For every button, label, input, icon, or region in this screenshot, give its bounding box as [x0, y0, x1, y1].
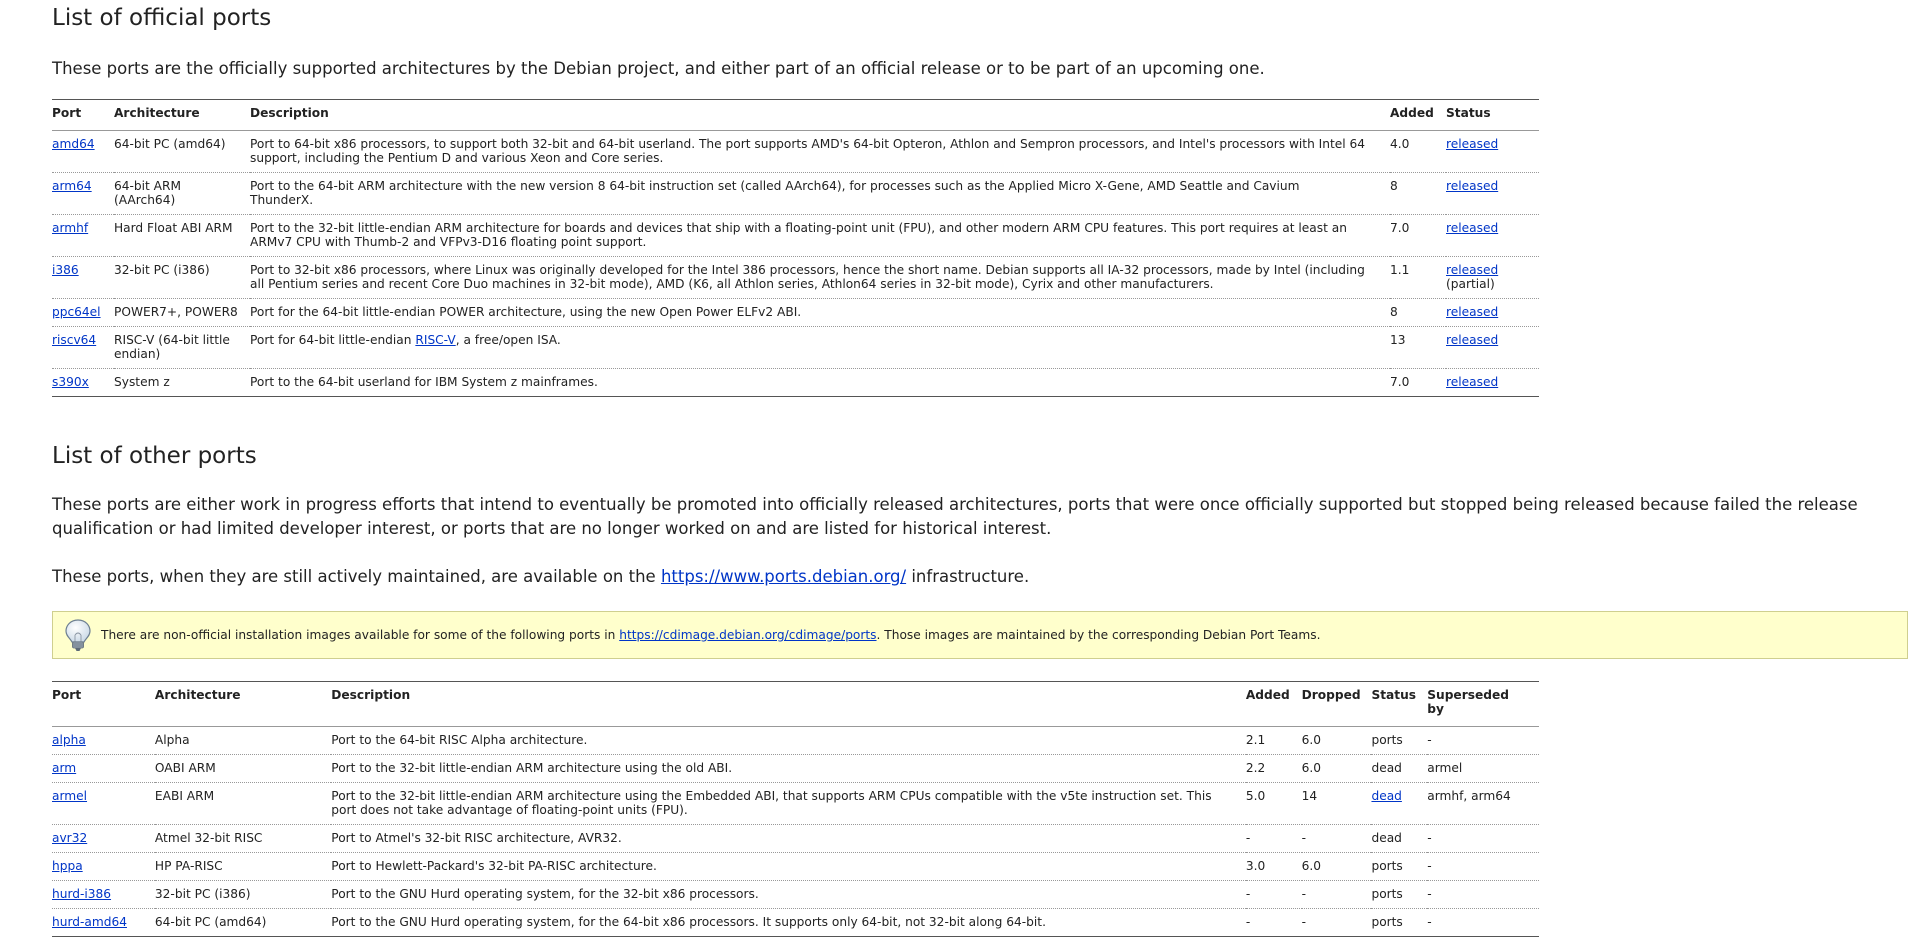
description-cell: Port to Hewlett-Packard's 32-bit PA-RISC architecture. [331, 853, 1246, 881]
description-cell: Port to Atmel's 32-bit RISC architecture, AVR32. [331, 825, 1246, 853]
description-cell: Port to the 64-bit RISC Alpha architecture. [331, 727, 1246, 755]
added-cell: 7.0 [1390, 375, 1410, 389]
architecture-cell: Hard Float ABI ARM [114, 215, 250, 257]
table-row [52, 299, 1539, 327]
port-link-amd64[interactable]: amd64 [52, 137, 95, 151]
port-link-armel[interactable]: armel [52, 789, 88, 803]
superseded-cell: - [1427, 853, 1539, 881]
ports-debian-link[interactable]: https://www.ports.debian.org/ [660, 567, 907, 586]
dropped-cell: - [1301, 915, 1307, 929]
description-cell: Port to the 64-bit ARM architecture with the new version 8 64-bit instruction set (called AArch64), for processes such as the Applied Micro X-Gene, AMD Seattle and Cavium ThunderX. [250, 173, 1390, 215]
column-header-architecture: Architecture [155, 682, 331, 727]
status-cell: ports [1371, 727, 1427, 755]
cdimage-ports-link[interactable]: https://cdimage.debian.org/cdimage/ports [619, 628, 877, 642]
column-header-description: Description [331, 682, 1246, 727]
architecture-cell: 32-bit PC (i386) [155, 881, 331, 909]
column-header-port: Port [52, 100, 114, 131]
added-cell: 2.1 [1246, 727, 1302, 755]
official-ports-table [52, 99, 1539, 397]
architecture-cell: POWER7+, POWER8 [114, 299, 250, 327]
architecture-cell: 64-bit PC (amd64) [154, 915, 267, 929]
description-cell: Port to 64-bit x86 processors, to support both 32-bit and 64-bit userland. The port supports AMD's 64-bit Opteron, Athlon and Sempron processors, and Intel's processors with Intel 64 support, including the Pentium D and various Xeon and Core series. [250, 131, 1390, 173]
description-cell: Port to the 64-bit userland for IBM System z mainframes. [250, 375, 598, 389]
column-header-dropped: Dropped [1302, 682, 1372, 727]
architecture-cell: Alpha [155, 727, 331, 755]
architecture-cell: 64-bit ARM (AArch64) [114, 173, 250, 215]
table-row [52, 215, 1539, 257]
port-link-s390x[interactable]: s390x [52, 375, 89, 389]
status-link[interactable]: released [1446, 333, 1499, 347]
port-link-hurd-i386[interactable]: hurd-i386 [52, 887, 112, 901]
port-link-arm64[interactable]: arm64 [52, 179, 92, 193]
column-header-status: Status [1371, 682, 1427, 727]
description-cell: Port to the 32-bit little-endian ARM architecture using the old ABI. [331, 755, 1246, 783]
port-link-i386[interactable]: i386 [52, 263, 79, 277]
added-cell: - [1246, 825, 1302, 853]
table-row [52, 755, 1539, 783]
port-link-avr32[interactable]: avr32 [52, 831, 88, 845]
superseded-cell: armel [1427, 755, 1539, 783]
description-text: , a free/open ISA. [455, 333, 561, 347]
status-cell: dead [1371, 755, 1427, 783]
dropped-cell: 6.0 [1302, 853, 1372, 881]
other-ports-heading: List of other ports [52, 443, 257, 469]
status-link[interactable]: released [1446, 263, 1499, 277]
added-cell: - [1246, 881, 1302, 909]
status-link[interactable]: released [1446, 179, 1499, 193]
added-cell: 8 [1390, 299, 1446, 327]
superseded-cell: - [1427, 915, 1432, 929]
tip-text-start: There are non-official installation images available for some of the following ports in [101, 628, 620, 642]
description-cell: Port to 32-bit x86 processors, where Linux was originally developed for the Intel 386 processors, hence the short name. Debian supports all IA-32 processors, made by Intel (including all Pentium series and recent Core Duo machines in 32-bit mode), AMD (K6, all Athlon series, Athlon64 series in 32-bit mode), Cyrix and other manufacturers. [250, 257, 1390, 299]
dropped-cell: 6.0 [1302, 727, 1372, 755]
official-ports-heading: List of official ports [52, 5, 272, 31]
status-cell: ports [1371, 853, 1427, 881]
architecture-cell: 32-bit PC (i386) [114, 257, 250, 299]
status-cell: dead [1371, 825, 1427, 853]
architecture-cell: EABI ARM [155, 783, 331, 825]
table-row [52, 881, 1539, 909]
dropped-cell: - [1302, 825, 1372, 853]
port-link-hppa[interactable]: hppa [52, 859, 83, 873]
table-row [52, 825, 1539, 853]
added-cell: 13 [1390, 327, 1446, 369]
description-text: Port for 64-bit little-endian [250, 333, 416, 347]
port-link-ppc64el[interactable]: ppc64el [52, 305, 101, 319]
table-row [52, 783, 1539, 825]
column-header-status: Status [1446, 100, 1539, 131]
port-link-hurd-amd64[interactable]: hurd-amd64 [52, 915, 127, 929]
description-cell [250, 327, 1390, 369]
table-row [52, 853, 1539, 881]
dropped-cell: - [1302, 881, 1372, 909]
column-header-added: Added [1390, 100, 1446, 131]
added-cell: 8 [1390, 173, 1446, 215]
table-row [52, 327, 1539, 369]
table-row [52, 131, 1539, 173]
superseded-cell: - [1427, 881, 1539, 909]
port-link-armhf[interactable]: armhf [52, 221, 89, 235]
official-ports-intro: These ports are the officially supported architectures by the Debian project, and either part of an official release or to be part of an upcoming one. [52, 59, 1265, 78]
added-cell: 4.0 [1390, 131, 1446, 173]
table-row [52, 173, 1539, 215]
architecture-cell: HP PA-RISC [155, 853, 331, 881]
dropped-cell: 14 [1302, 783, 1372, 825]
superseded-cell: - [1427, 727, 1539, 755]
status-link[interactable]: dead [1371, 789, 1402, 803]
port-link-alpha[interactable]: alpha [52, 733, 86, 747]
tip-box [52, 611, 1908, 659]
status-link[interactable]: released [1446, 221, 1499, 235]
other-ports-intro: These ports are either work in progress efforts that intend to eventually be promoted into officially released architectures, ports that were once officially supported but stopped being released because failed the release qualification or had limited developer interest, or ports that are no longer worked on and are listed for historical interest. [52, 495, 1858, 538]
architecture-cell: System z [114, 375, 170, 389]
added-cell: 2.2 [1246, 755, 1302, 783]
intro-text: infrastructure. [906, 567, 1030, 586]
status-cell: ports [1371, 881, 1427, 909]
table-header-row [52, 682, 1539, 727]
dropped-cell: 6.0 [1302, 755, 1372, 783]
architecture-cell: RISC-V (64-bit little endian) [114, 327, 250, 369]
status-link[interactable]: released [1446, 375, 1499, 389]
column-header-description: Description [250, 100, 1390, 131]
added-cell: 3.0 [1246, 853, 1302, 881]
architecture-cell: Atmel 32-bit RISC [155, 825, 331, 853]
added-cell: 7.0 [1390, 215, 1446, 257]
column-header-port: Port [52, 682, 155, 727]
added-cell: 5.0 [1246, 783, 1302, 825]
superseded-cell: - [1427, 825, 1539, 853]
port-link-riscv64[interactable]: riscv64 [52, 333, 97, 347]
tip-text [101, 628, 1320, 642]
table-row [52, 727, 1539, 755]
description-cell: Port to the GNU Hurd operating system, for the 64-bit x86 processors. It supports only 64-bit, not 32-bit along 64-bit. [331, 915, 1046, 929]
status-cell: ports [1371, 915, 1403, 929]
added-cell: 1.1 [1390, 257, 1446, 299]
status-link[interactable]: released [1446, 137, 1499, 151]
table-row [52, 369, 1539, 397]
description-cell: Port for the 64-bit little-endian POWER architecture, using the new Open Power ELFv2 ABI. [250, 299, 1390, 327]
superseded-cell: armhf, arm64 [1427, 783, 1539, 825]
table-header-row [52, 100, 1539, 131]
added-cell: - [1245, 915, 1251, 929]
table-row [52, 257, 1539, 299]
port-link-arm[interactable]: arm [52, 761, 77, 775]
status-note: (partial) [1446, 277, 1495, 291]
other-ports-table [52, 681, 1539, 937]
description-cell: Port to the 32-bit little-endian ARM architecture for boards and devices that ship with a floating-point unit (FPU), and other modern ARM CPU features. This port requires at least an ARMv7 CPU with Thumb-2 and VFPv3-D16 floating point support. [250, 215, 1390, 257]
tip-text-end: . Those images are maintained by the corresponding Debian Port Teams. [876, 628, 1321, 642]
ports-infrastructure-text [52, 565, 1912, 589]
column-header-superseded-by: Superseded by [1427, 682, 1539, 727]
architecture-cell: OABI ARM [155, 755, 331, 783]
column-header-added: Added [1246, 682, 1302, 727]
description-cell: Port to the GNU Hurd operating system, for the 32-bit x86 processors. [331, 881, 1246, 909]
table-row [52, 909, 1539, 937]
description-cell: Port to the 32-bit little-endian ARM architecture using the Embedded ABI, that supports ARM CPUs compatible with the v5te instruction set. This port does not take advantage of floating-point units (FPU). [331, 783, 1246, 825]
status-link[interactable]: released [1446, 305, 1499, 319]
lightbulb-icon [63, 618, 93, 652]
column-header-architecture: Architecture [114, 100, 250, 131]
risc-v-link[interactable]: RISC-V [415, 333, 456, 347]
intro-text: These ports, when they are still actively maintained, are available on the [52, 567, 661, 586]
architecture-cell: 64-bit PC (amd64) [114, 131, 250, 173]
